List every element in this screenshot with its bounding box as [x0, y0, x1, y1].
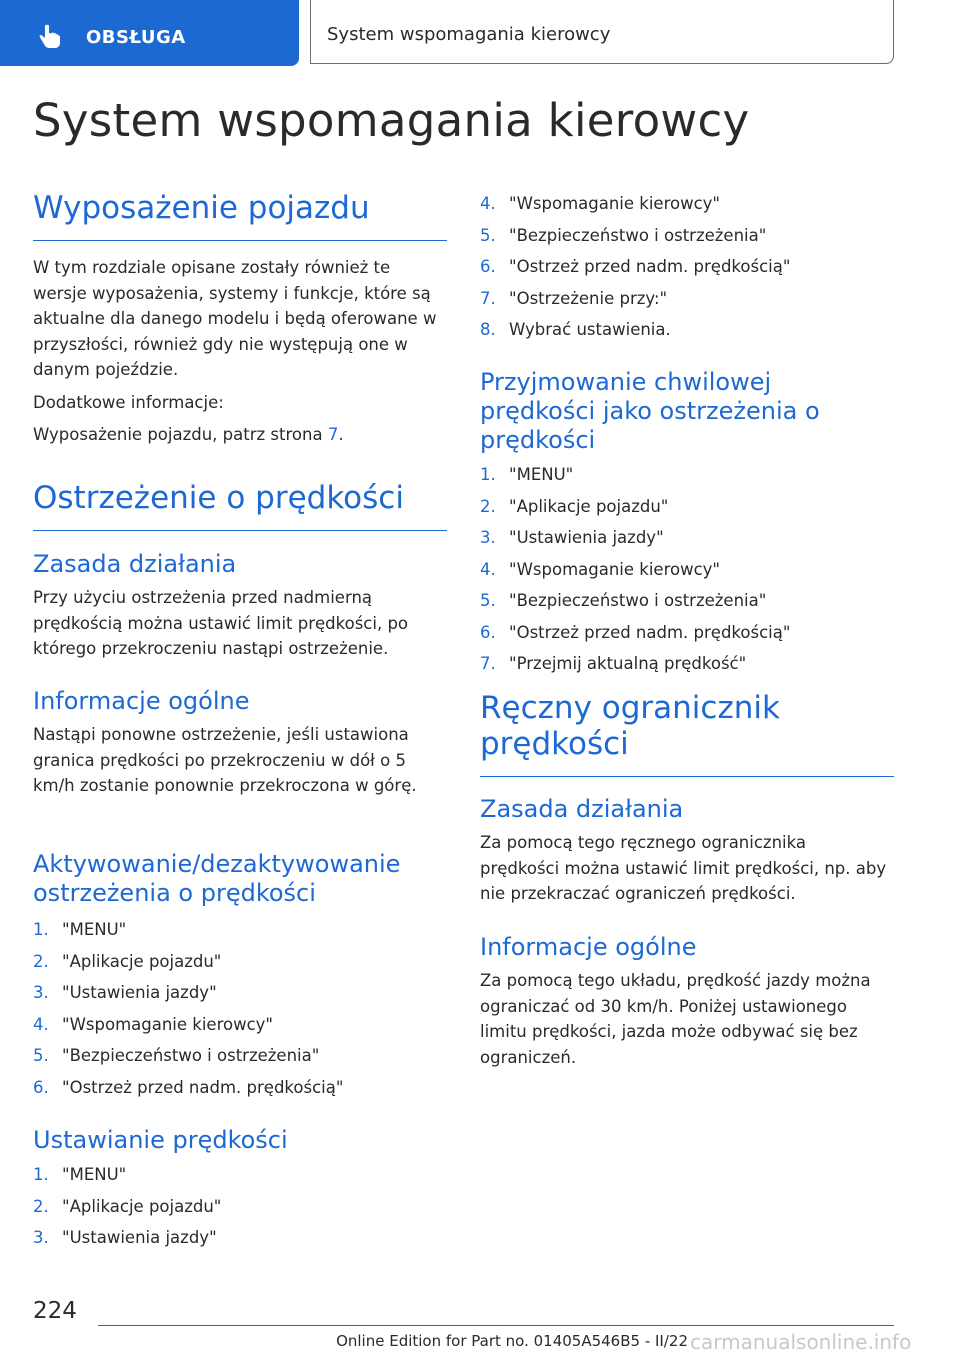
list-item [480, 585, 894, 617]
set-speed-steps-list-continued [480, 188, 894, 346]
step-number: 2. [33, 1196, 49, 1216]
list-item [33, 1040, 447, 1072]
set-speed-section [33, 1126, 447, 1254]
speed-warning-principle [33, 550, 447, 662]
set-speed-steps-list [33, 1159, 447, 1254]
section-tab [0, 0, 299, 66]
step-number: 1. [33, 1165, 49, 1184]
hand-pointer-icon [36, 24, 64, 50]
step-number: 6. [33, 1077, 49, 1097]
equipment-reference [33, 422, 447, 448]
step-text: "MENU" [62, 1165, 127, 1184]
equipment-paragraph: W tym rozdziale opisane zostały również te wersje wyposażenia, systemy i funkcje, które są aktualne dla danego modelu i będą oferowane w przyszłości, również gdy nie występują one w danym pojeździe. [33, 258, 437, 379]
step-text: "Bezpieczeństwo i ostrzeżenia" [509, 225, 767, 245]
limiter-heading: Ręczny ogranicznik prędkości [480, 690, 894, 777]
step-text: "Aplikacje pojazdu" [509, 496, 669, 516]
step-number: 3. [33, 1228, 49, 1247]
step-text: "Ostrzeż przed nadm. prędkością" [62, 1077, 344, 1097]
set-speed-continued [480, 188, 894, 346]
step-text: "Przejmij aktualną prędkość" [509, 654, 747, 673]
general-text: Nastąpi ponowne ostrzeżenie, jeśli ustawiona granica prędkości po przekroczeniu w dół o 5 km/h zostanie ponownie przekroczona w górę. [33, 725, 417, 795]
step-text: Wybrać ustawienia. [509, 320, 671, 339]
step-text: "Wspomaganie kierowcy" [509, 559, 721, 579]
step-number: 5. [480, 591, 496, 610]
step-text: "Ostrzeż przed nadm. prędkością" [509, 622, 791, 642]
list-item [480, 648, 894, 680]
step-text: "Ustawienia jazdy" [62, 983, 217, 1002]
list-item [480, 522, 894, 554]
limiter-general-text: Za pomocą tego układu, prędkość jazdy można ograniczać od 30 km/h. Poniżej ustawionego limitu prędkości, jazda może odbywać się bez ograniczeń. [480, 971, 871, 1067]
step-text: "Ostrzeżenie przy:" [509, 288, 668, 308]
step-number: 2. [480, 496, 496, 516]
step-number: 3. [480, 528, 496, 547]
footer-rule [98, 1325, 894, 1326]
activate-section [33, 850, 447, 1103]
step-text: "Aplikacje pojazdu" [62, 1196, 222, 1216]
speed-warning-general [33, 687, 447, 799]
adopt-heading: Przyjmowanie chwilowej prędkości jako ostrzeżenia o prędkości [480, 368, 820, 454]
step-text: "Aplikacje pojazdu" [62, 951, 222, 971]
step-number: 1. [33, 920, 49, 939]
step-number: 6. [480, 622, 496, 642]
step-number: 1. [480, 465, 496, 484]
page-number: 224 [33, 1298, 77, 1324]
activate-heading: Aktywowanie/dezaktywowanie ostrzeżenia o prędkości [33, 850, 401, 907]
limiter-general [480, 933, 894, 1070]
step-number: 4. [480, 559, 496, 579]
limiter-principle [480, 795, 894, 907]
list-item [480, 491, 894, 523]
reference-page-link[interactable]: 7 [327, 425, 339, 444]
step-number: 5. [480, 225, 496, 245]
list-item [33, 1159, 447, 1191]
list-item [33, 1072, 447, 1104]
set-speed-heading: Ustawianie prędkości [33, 1126, 288, 1154]
list-item [480, 283, 894, 315]
list-item [33, 1191, 447, 1223]
step-text: "Ostrzeż przed nadm. prędkością" [509, 257, 791, 276]
limiter-section [480, 690, 894, 777]
chapter-title: System wspomagania kierowcy [327, 24, 611, 45]
step-text: "Ustawienia jazdy" [509, 528, 664, 547]
list-item [480, 251, 894, 283]
step-text: "Bezpieczeństwo i ostrzeżenia" [62, 1046, 320, 1065]
section-label: OBSŁUGA [86, 27, 186, 48]
more-info-label: Dodatkowe informacje: [33, 392, 224, 412]
activate-steps-list [33, 914, 447, 1103]
list-item [480, 220, 894, 252]
equipment-body [33, 255, 447, 448]
step-number: 8. [480, 320, 496, 339]
page-title: System wspomagania kierowcy [33, 94, 750, 147]
step-number: 5. [33, 1046, 49, 1065]
list-item [33, 1222, 447, 1254]
list-item [33, 946, 447, 978]
list-item [480, 459, 894, 491]
limiter-principle-heading: Zasada działania [480, 795, 684, 823]
step-text: "MENU" [62, 920, 127, 939]
list-item [33, 914, 447, 946]
step-number: 7. [480, 288, 496, 308]
list-item [480, 617, 894, 649]
adopt-steps-list [480, 459, 894, 680]
chapter-header [310, 0, 894, 64]
adopt-section [480, 368, 894, 680]
step-number: 4. [480, 194, 496, 213]
list-item [480, 314, 894, 346]
list-item [480, 554, 894, 586]
principle-text: Przy użyciu ostrzeżenia przed nadmierną prędkością można ustawić limit prędkości, po którego przekroczeniu nastąpi ostrzeżenie. [33, 588, 409, 658]
limiter-principle-text: Za pomocą tego ręcznego ogranicznika prędkości można ustawić limit prędkości, np. aby nie przekraczać ograniczeń prędkości. [480, 833, 887, 903]
speed-warning-section [33, 480, 447, 531]
step-number: 7. [480, 654, 496, 673]
list-item [33, 977, 447, 1009]
watermark: carmanualsonline.info [690, 1330, 912, 1354]
step-text: "Bezpieczeństwo i ostrzeżenia" [509, 591, 767, 610]
speed-warning-heading: Ostrzeżenie o prędkości [33, 480, 447, 531]
step-text: "Wspomaganie kierowcy" [509, 194, 721, 213]
list-item [480, 188, 894, 220]
reference-end: . [338, 425, 344, 444]
general-heading: Informacje ogólne [33, 687, 250, 715]
reference-text: Wyposażenie pojazdu, patrz strona [33, 425, 328, 444]
step-number: 4. [33, 1014, 49, 1034]
step-text: "MENU" [509, 465, 574, 484]
equipment-heading: Wyposażenie pojazdu [33, 190, 447, 241]
list-item [33, 1009, 447, 1041]
principle-heading: Zasada działania [33, 550, 237, 578]
step-text: "Ustawienia jazdy" [62, 1228, 217, 1247]
limiter-general-heading: Informacje ogólne [480, 933, 697, 961]
step-number: 2. [33, 951, 49, 971]
step-text: "Wspomaganie kierowcy" [62, 1014, 274, 1034]
edition-text: Online Edition for Part no. 01405A546B5 - II/22 [336, 1332, 688, 1350]
step-number: 3. [33, 983, 49, 1002]
equipment-section [33, 190, 447, 241]
step-number: 6. [480, 257, 496, 276]
